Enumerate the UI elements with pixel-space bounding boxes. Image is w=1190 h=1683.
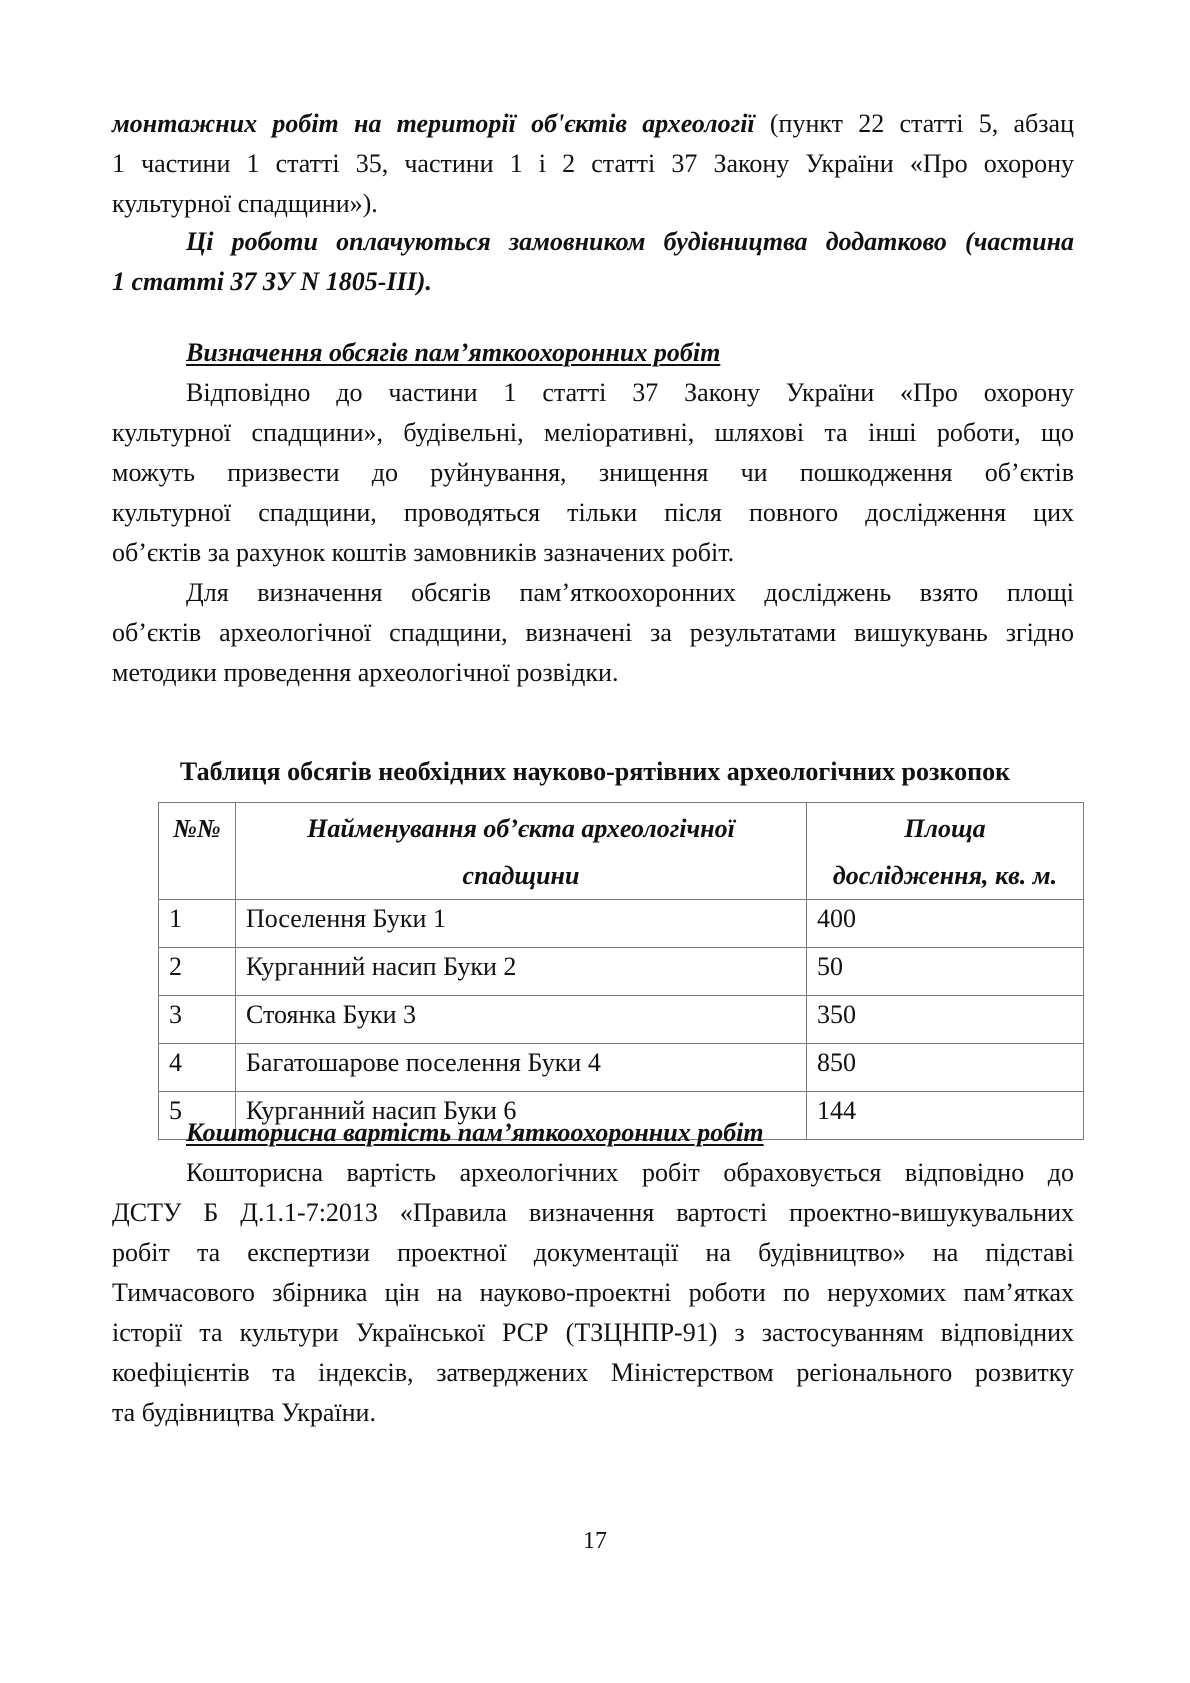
section-cost: [112, 1113, 1074, 1433]
intro-line-1: монтажних робіт на території об'єктів археології (пункт 22 статті 5, абзац: [112, 109, 1074, 138]
table-row: [159, 948, 1084, 996]
table-row: [159, 1044, 1084, 1092]
cell-object-name: Багатошарове поселення Буки 4: [236, 1044, 807, 1092]
intro-emphasis: монтажних робіт на території об'єктів археології: [112, 109, 755, 138]
cell-object-name: Поселення Буки 1: [236, 900, 807, 948]
paragraph-line: Кошторисна вартість археологічних робіт обраховується відповідно до: [186, 1158, 1074, 1187]
cell-area: 350: [807, 996, 1084, 1044]
cell-area: 144: [807, 1092, 1084, 1140]
header-object-name: Найменування об’єкта археологічної спадщини: [236, 803, 807, 900]
paragraph-line: методики проведення археологічної розвідки.: [112, 658, 619, 687]
paragraph-line: Для визначення обсягів пам’яткоохоронних досліджень взято площі: [186, 578, 1074, 607]
section-heading: Визначення обсягів пам’яткоохоронних робіт: [186, 338, 721, 367]
payment-note: [112, 222, 1074, 302]
section-heading: Кошторисна вартість пам’яткоохоронних робіт: [186, 1118, 764, 1147]
cell-number: 2: [159, 948, 236, 996]
header-number: №№: [159, 803, 236, 900]
payment-note-line-1: Ці роботи оплачуються замовником будівництва додатково (частина: [186, 227, 1074, 256]
paragraph-line: об’єктів археологічної спадщини, визначені за результатами вишукувань згідно: [112, 618, 1074, 647]
intro-line-3: культурної спадщини»).: [112, 189, 378, 218]
cell-number: 1: [159, 900, 236, 948]
paragraph-line: можуть призвести до руйнування, знищення чи пошкодження об’єктів: [112, 458, 1074, 487]
table-row: [159, 900, 1084, 948]
header-area: Площа дослідження, кв. м.: [807, 803, 1084, 900]
table-title: Таблиця обсягів необхідних науково-рятівних археологічних розкопок: [179, 757, 1011, 786]
page-number: 17: [583, 1528, 607, 1554]
paragraph-line: об’єктів за рахунок коштів замовників зазначених робіт.: [112, 538, 735, 567]
intro-line-2: 1 частини 1 статті 35, частини 1 і 2 статті 37 Закону України «Про охорону: [112, 149, 1074, 178]
paragraph-line: Тимчасового збірника цін на науково-проектні роботи по нерухомих пам’ятках: [112, 1278, 1074, 1307]
payment-note-line-2: 1 статті 37 ЗУ N 1805-III).: [112, 267, 432, 296]
cell-number: 5: [159, 1092, 236, 1140]
paragraph-line: історії та культури Української РСР (ТЗЦНПР-91) з застосуванням відповідних: [112, 1318, 1074, 1347]
paragraph-line: коефіцієнтів та індексів, затверджених Міністерством регіонального розвитку: [112, 1358, 1074, 1387]
excavation-volumes-table: [158, 802, 1084, 1140]
intro-paragraph: [112, 104, 1074, 224]
cell-number: 3: [159, 996, 236, 1044]
paragraph-line: Відповідно до частини 1 статті 37 Закону України «Про охорону: [186, 378, 1074, 407]
table-row: [159, 996, 1084, 1044]
paragraph-line: ДСТУ Б Д.1.1-7:2013 «Правила визначення вартості проектно-вишукувальних: [112, 1198, 1074, 1227]
cell-number: 4: [159, 1044, 236, 1092]
paragraph-line: культурної спадщини», будівельні, меліоративні, шляхові та інші роботи, що: [112, 418, 1074, 447]
cell-object-name: Курганний насип Буки 2: [236, 948, 807, 996]
cell-object-name: Стоянка Буки 3: [236, 996, 807, 1044]
cell-area: 50: [807, 948, 1084, 996]
cell-object-name: Курганний насип Буки 6: [236, 1092, 807, 1140]
section-volumes: [112, 333, 1074, 693]
cell-area: 850: [807, 1044, 1084, 1092]
paragraph-line: та будівництва України.: [112, 1398, 376, 1427]
paragraph-line: робіт та експертизи проектної документації на будівництво» на підставі: [112, 1238, 1074, 1267]
table-header-row: [159, 803, 1084, 900]
cell-area: 400: [807, 900, 1084, 948]
paragraph-line: культурної спадщини, проводяться тільки після повного дослідження цих: [112, 498, 1074, 527]
